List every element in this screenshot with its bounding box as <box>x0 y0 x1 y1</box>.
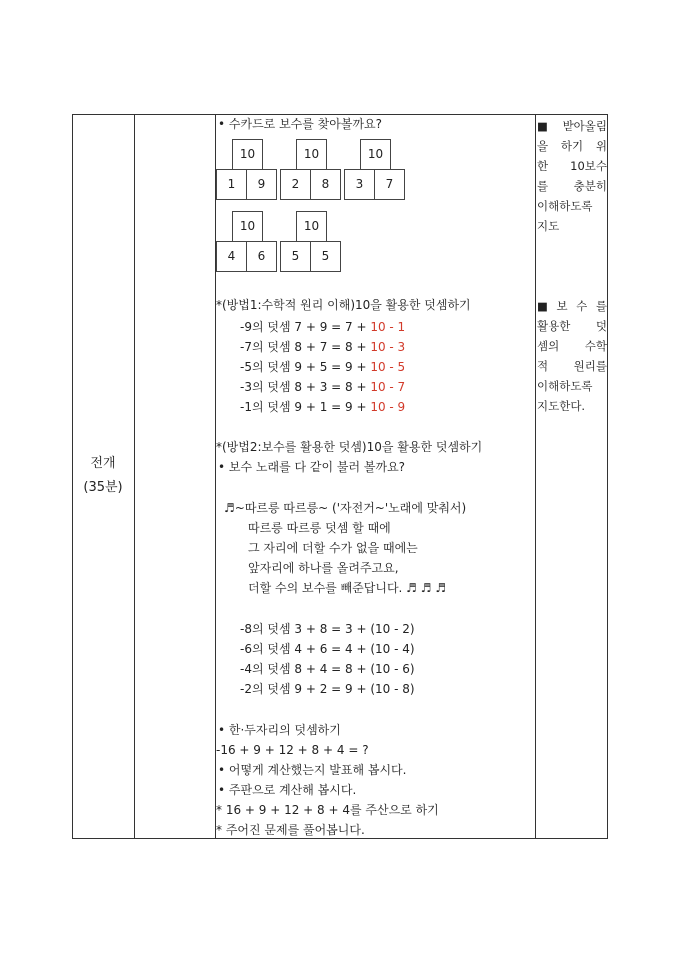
note-complement <box>537 296 607 416</box>
final-line: • 주판으로 계산해 봅시다. <box>218 783 357 797</box>
card-right: 8 <box>310 169 341 200</box>
song-line: 앞자리에 하나를 올려주고요, <box>248 561 399 575</box>
method2-row: -6의 덧셈 4 + 6 = 4 + (10 - 4) <box>240 642 415 656</box>
card-top: 10 <box>296 139 327 170</box>
method1-row: -1의 덧셈 9 + 1 = 9 + 10 - 9 <box>240 400 406 414</box>
stage-name: 전개 <box>90 456 116 471</box>
table-right-border <box>607 114 608 839</box>
note-line: 를 충분히 <box>537 179 607 193</box>
final-line: * 주어진 문제를 풀어봅니다. <box>216 823 365 837</box>
card-left: 5 <box>280 241 311 272</box>
method2-row: -2의 덧셈 9 + 2 = 9 + (10 - 8) <box>240 682 415 696</box>
note-line: ■ 받아올림 <box>537 119 607 133</box>
lesson-plan-table <box>72 114 608 839</box>
note-line: 한 10보수 <box>537 159 607 173</box>
card-left: 4 <box>216 241 247 272</box>
song-line: 더할 수의 보수를 빼준답니다. ♬ ♬ ♬ <box>248 581 447 595</box>
card-title: • 수카드로 보수를 찾아볼까요? <box>218 117 382 131</box>
card-top: 10 <box>232 139 263 170</box>
card-left: 2 <box>280 169 311 200</box>
note-line: 이해하도록 <box>537 199 593 213</box>
card-top: 10 <box>296 211 327 242</box>
table-bottom-border <box>72 838 608 839</box>
note-line: 활용한 덧 <box>537 319 607 333</box>
card-top: 10 <box>360 139 391 170</box>
method1-row: -9의 덧셈 7 + 9 = 7 + 10 - 1 <box>240 320 406 334</box>
method1-row: -3의 덧셈 8 + 3 = 8 + 10 - 7 <box>240 380 406 394</box>
final-line: • 어떻게 계산했는지 발표해 봅시다. <box>218 763 407 777</box>
final-line: -16 + 9 + 12 + 8 + 4 = ? <box>216 743 369 757</box>
column-divider-3 <box>535 114 536 839</box>
method1-title: *(방법1:수학적 원리 이해)10을 활용한 덧셈하기 <box>216 298 471 312</box>
note-line: ■ 보 수 를 <box>537 299 607 313</box>
method2-row: -8의 덧셈 3 + 8 = 3 + (10 - 2) <box>240 622 415 636</box>
method2-title: *(방법2:보수를 활용한 덧셈)10을 활용한 덧셈하기 <box>216 440 483 454</box>
note-line: 지도한다. <box>537 399 586 413</box>
table-top-border <box>72 114 608 115</box>
column-divider-2 <box>215 114 216 839</box>
method1-row: -5의 덧셈 9 + 5 = 9 + 10 - 5 <box>240 360 406 374</box>
note-line: 지도 <box>537 219 560 233</box>
song-line: 그 자리에 더할 수가 없을 때에는 <box>248 541 418 555</box>
method2-row: -4의 덧셈 8 + 4 = 8 + (10 - 6) <box>240 662 415 676</box>
song-intro: ♬~따르릉 따르릉~ ('자전거~'노래에 맞춰서) <box>224 501 467 515</box>
card-left: 3 <box>344 169 375 200</box>
note-line: 을 하기 위 <box>537 139 607 153</box>
note-line: 셈의 수학 <box>537 339 607 353</box>
card-right: 9 <box>246 169 277 200</box>
table-left-border <box>72 114 73 839</box>
note-carry-over <box>537 116 607 236</box>
final-line: * 16 + 9 + 12 + 8 + 4를 주산으로 하기 <box>216 803 439 817</box>
method2-subtitle: • 보수 노래를 다 같이 불러 볼까요? <box>218 460 406 474</box>
final-line: • 한·두자리의 덧셈하기 <box>218 723 341 737</box>
column-divider-1 <box>134 114 135 839</box>
method1-row: -7의 덧셈 8 + 7 = 8 + 10 - 3 <box>240 340 406 354</box>
song-line: 따르릉 따르릉 덧셈 할 때에 <box>248 521 391 535</box>
note-line: 이해하도록 <box>537 379 593 393</box>
card-right: 5 <box>310 241 341 272</box>
card-left: 1 <box>216 169 247 200</box>
card-right: 6 <box>246 241 277 272</box>
stage-time: (35분) <box>83 480 123 495</box>
card-right: 7 <box>374 169 405 200</box>
note-line: 적 원리를 <box>537 359 607 373</box>
card-top: 10 <box>232 211 263 242</box>
